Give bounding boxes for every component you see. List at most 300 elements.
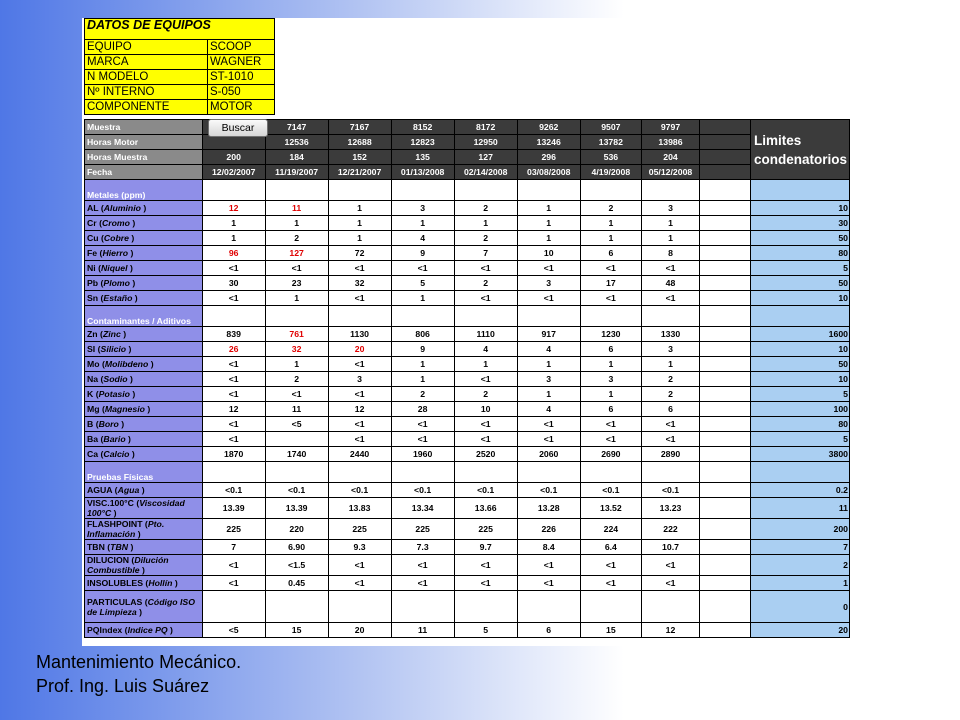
analysis-desc: Molibdeno [104,359,149,369]
analysis-row [85,540,850,555]
value-cell: 1 [391,372,454,387]
analysis-desc: Indice PQ [127,625,168,635]
value-cell: <1 [391,576,454,591]
value-cell: <1 [517,417,580,432]
value-cell: 6 [580,246,641,261]
footer [36,650,241,698]
value-cell: <1 [202,417,265,432]
analysis-row [85,261,850,276]
value-cell: 1 [454,357,517,372]
limit-cell: 10 [750,201,849,216]
value-cell: 13.52 [580,498,641,519]
equipment-value[interactable]: MOTOR [208,100,275,115]
equipment-value[interactable]: ST-1010 [208,70,275,85]
empty-cell [391,306,454,327]
analysis-desc: Plomo [103,278,130,288]
value-cell: 4 [454,342,517,357]
analysis-row [85,555,850,576]
footer-course: Mantenimiento Mecánico. [36,652,242,672]
analysis-name: Mg [87,404,100,414]
analysis-name: DILUCION [87,555,129,565]
value-cell: 1 [641,357,699,372]
empty-cell [202,462,265,483]
value-cell: 1130 [328,327,391,342]
header-cell: 184 [265,150,328,165]
value-cell: 1 [265,357,328,372]
analysis-label: INSOLUBLES (Hollín ) [85,576,203,591]
value-cell: 225 [202,519,265,540]
empty-cell [580,180,641,201]
analysis-name: FLASHPOINT [87,519,143,529]
value-cell: 1 [328,201,391,216]
value-cell: 6.90 [265,540,328,555]
value-cell: 13.39 [202,498,265,519]
value-cell: 1 [517,216,580,231]
analysis-name: B [87,419,94,429]
value-cell: 10 [454,402,517,417]
spacer-cell [700,483,751,498]
empty-cell [454,306,517,327]
value-cell: <1 [202,576,265,591]
limit-cell: 1600 [750,327,849,342]
value-cell [391,591,454,623]
value-cell: 3 [517,372,580,387]
empty-cell [517,462,580,483]
value-cell: 6 [641,402,699,417]
value-cell: <1 [328,555,391,576]
equipment-row [85,70,275,85]
value-cell: <1 [328,576,391,591]
limit-cell: 11 [750,498,849,519]
analysis-label: Ba (Bario ) [85,432,203,447]
analysis-desc: Silicio [100,344,127,354]
value-cell: 1 [454,216,517,231]
analysis-label: PARTICULAS (Código ISO de Limpieza ) [85,591,203,623]
value-cell: <1 [641,555,699,576]
value-cell: 225 [391,519,454,540]
empty-cell [454,180,517,201]
header-cell: 7147 [265,120,328,135]
value-cell: 225 [454,519,517,540]
value-cell: 11 [265,402,328,417]
limit-cell: 50 [750,231,849,246]
header-cell: 13246 [517,135,580,150]
value-cell: 13.39 [265,498,328,519]
limit-cell [750,180,849,201]
analysis-row [85,276,850,291]
value-cell: 1 [580,231,641,246]
value-cell: 13.28 [517,498,580,519]
value-cell: 1110 [454,327,517,342]
spacer-cell [700,519,751,540]
value-cell: 222 [641,519,699,540]
value-cell: 2520 [454,447,517,462]
value-cell: 761 [265,327,328,342]
spreadsheet-area [82,18,850,646]
value-cell: 1 [328,216,391,231]
value-cell: 2890 [641,447,699,462]
header-cell: 152 [328,150,391,165]
section-row [85,462,850,483]
header-cell: 12/21/2007 [328,165,391,180]
value-cell: 9 [391,342,454,357]
header-label: Horas Muestra [85,150,203,165]
analysis-row [85,231,850,246]
limit-cell: 80 [750,417,849,432]
analysis-row [85,216,850,231]
spacer-cell [700,150,751,165]
analysis-name: Mo [87,359,100,369]
equipment-data-table [84,18,275,115]
value-cell: <5 [265,417,328,432]
value-cell: 3 [641,342,699,357]
section-title: Contaminantes / Aditivos [85,306,203,327]
section-title: Metales (ppm) [85,180,203,201]
analysis-desc: Estaño [103,293,133,303]
value-cell: <1 [202,387,265,402]
value-cell: 5 [391,276,454,291]
value-cell: 6 [517,623,580,638]
limit-cell: 30 [750,216,849,231]
value-cell: 4 [517,342,580,357]
equipment-value[interactable]: SCOOP [208,40,275,55]
analysis-row [85,246,850,261]
header-cell: 536 [580,150,641,165]
value-cell [202,591,265,623]
spacer-cell [700,555,751,576]
value-cell: <0.1 [202,483,265,498]
value-cell: 1 [391,216,454,231]
analysis-row [85,327,850,342]
analysis-desc: Cromo [101,218,130,228]
value-cell: <0.1 [391,483,454,498]
value-cell: 2 [391,387,454,402]
value-cell: <1 [202,555,265,576]
value-cell: <1 [641,291,699,306]
value-cell: 11 [265,201,328,216]
value-cell: <1 [454,555,517,576]
empty-cell [328,306,391,327]
spacer-cell [700,432,751,447]
value-cell: <1 [641,432,699,447]
analysis-desc: Viscosidad 100°C [87,498,185,518]
equipment-row [85,55,275,70]
value-cell: 2 [265,372,328,387]
value-cell: 1 [641,231,699,246]
value-cell: 12 [641,623,699,638]
oil-analysis-table [84,119,850,638]
value-cell: 9.7 [454,540,517,555]
empty-cell [517,180,580,201]
buscar-button[interactable]: Buscar [208,119,268,137]
value-cell: <1 [580,261,641,276]
empty-cell [202,306,265,327]
value-cell: 917 [517,327,580,342]
value-cell: 17 [580,276,641,291]
value-cell: 8 [641,246,699,261]
limit-cell: 10 [750,372,849,387]
analysis-desc: Bario [103,434,126,444]
value-cell: 0.45 [265,576,328,591]
analysis-row [85,483,850,498]
value-cell: <1 [265,261,328,276]
spacer-cell [700,276,751,291]
spacer-cell [700,402,751,417]
value-cell: <1 [517,291,580,306]
value-cell: <1 [391,555,454,576]
value-cell: 13.83 [328,498,391,519]
limit-cell: 100 [750,402,849,417]
limit-cell: 10 [750,342,849,357]
limit-cell: 0 [750,591,849,623]
analysis-label: TBN (TBN ) [85,540,203,555]
spacer-cell [700,387,751,402]
equipment-label: Nº INTERNO [85,85,208,100]
limit-cell: 10 [750,291,849,306]
analysis-row [85,498,850,519]
empty-cell [580,462,641,483]
value-cell: <1 [641,417,699,432]
analysis-row [85,201,850,216]
spacer-cell [700,623,751,638]
value-cell: 2 [454,201,517,216]
value-cell: 28 [391,402,454,417]
analysis-desc: Boro [98,419,119,429]
value-cell: 4 [517,402,580,417]
value-cell [265,432,328,447]
value-cell: 1 [265,216,328,231]
analysis-name: Cu [87,233,99,243]
limit-cell: 0.2 [750,483,849,498]
value-cell: <1 [517,432,580,447]
analysis-label: VISC.100°C (Viscosidad 100°C ) [85,498,203,519]
analysis-row [85,417,850,432]
footer-author: Prof. Ing. Luis Suárez [36,676,210,696]
value-cell: 26 [202,342,265,357]
value-cell: 5 [454,623,517,638]
analysis-label: SI (Silicio ) [85,342,203,357]
equipment-label: EQUIPO [85,40,208,55]
analysis-desc: Potasio [98,389,130,399]
limit-cell: 5 [750,387,849,402]
analysis-label: B (Boro ) [85,417,203,432]
limits-header: Limites condenatorios [750,120,849,180]
header-cell: 13782 [580,135,641,150]
empty-cell [265,462,328,483]
value-cell: <1 [328,261,391,276]
analysis-row [85,591,850,623]
header-cell: 03/08/2008 [517,165,580,180]
limit-cell: 20 [750,623,849,638]
spacer-cell [700,591,751,623]
value-cell: <1 [202,357,265,372]
spacer-cell [700,576,751,591]
value-cell: <1 [391,432,454,447]
section-row [85,306,850,327]
value-cell: <1 [454,417,517,432]
value-cell: 225 [328,519,391,540]
limit-cell: 50 [750,276,849,291]
value-cell: <1 [641,576,699,591]
value-cell: 32 [265,342,328,357]
value-cell: 1330 [641,327,699,342]
value-cell: 224 [580,519,641,540]
value-cell: 10 [517,246,580,261]
header-row [85,165,850,180]
header-row [85,120,850,135]
value-cell: <1 [454,261,517,276]
analysis-label: Ca (Calcio ) [85,447,203,462]
header-cell: 02/14/2008 [454,165,517,180]
empty-cell [202,180,265,201]
value-cell: <1 [391,417,454,432]
value-cell: <0.1 [580,483,641,498]
value-cell: 20 [328,342,391,357]
value-cell: 1870 [202,447,265,462]
empty-cell [265,180,328,201]
header-cell: 9797 [641,120,699,135]
analysis-label: AGUA (Agua ) [85,483,203,498]
value-cell: 2 [580,201,641,216]
value-cell: 30 [202,276,265,291]
analysis-name: AGUA [87,485,113,495]
value-cell: 1 [580,216,641,231]
header-label: Muestra [85,120,203,135]
value-cell: 9.3 [328,540,391,555]
value-cell: <1 [641,261,699,276]
value-cell: <1 [580,576,641,591]
header-cell: 127 [454,150,517,165]
analysis-label: Pb (Plomo ) [85,276,203,291]
analysis-label: FLASHPOINT (Pto. Inflamación ) [85,519,203,540]
spacer-cell [700,216,751,231]
value-cell: 1 [265,291,328,306]
equipment-value[interactable]: S-050 [208,85,275,100]
value-cell: <0.1 [454,483,517,498]
value-cell: 2 [641,372,699,387]
header-cell: 12536 [265,135,328,150]
value-cell: 3 [641,201,699,216]
spacer-cell [700,261,751,276]
analysis-row [85,387,850,402]
header-cell: 13986 [641,135,699,150]
limit-cell: 3800 [750,447,849,462]
value-cell: <1 [454,432,517,447]
empty-cell [328,180,391,201]
analysis-label: Cu (Cobre ) [85,231,203,246]
value-cell: 20 [328,623,391,638]
value-cell: <0.1 [265,483,328,498]
analysis-name: Zn [87,329,98,339]
analysis-name: Pb [87,278,99,288]
spacer-cell [700,201,751,216]
value-cell: 806 [391,327,454,342]
header-cell: 4/19/2008 [580,165,641,180]
value-cell: <1 [580,432,641,447]
header-cell: 12950 [454,135,517,150]
spacer-cell [700,447,751,462]
equipment-value[interactable]: WAGNER [208,55,275,70]
analysis-row [85,447,850,462]
header-cell: 8152 [391,120,454,135]
analysis-desc: Agua [117,485,140,495]
analysis-name: TBN [87,542,105,552]
value-cell: 9 [391,246,454,261]
value-cell: 10.7 [641,540,699,555]
value-cell [454,591,517,623]
spacer-cell [700,291,751,306]
value-cell: <1 [328,357,391,372]
analysis-name: Na [87,374,99,384]
value-cell: 1 [517,201,580,216]
value-cell [580,591,641,623]
value-cell: <1 [517,555,580,576]
spacer-cell [700,165,751,180]
limit-cell: 5 [750,432,849,447]
analysis-desc: TBN [110,542,129,552]
value-cell: <1 [202,432,265,447]
empty-cell [641,180,699,201]
analysis-desc: Código ISO de Limpieza [87,596,195,617]
empty-cell [454,462,517,483]
analysis-label: Sn (Estaño ) [85,291,203,306]
value-cell: <1 [580,417,641,432]
value-cell: 2060 [517,447,580,462]
value-cell: 11 [391,623,454,638]
header-row [85,135,850,150]
value-cell: 220 [265,519,328,540]
value-cell: 12 [328,402,391,417]
analysis-label: Fe (Hierro ) [85,246,203,261]
spacer-cell [700,342,751,357]
header-cell: 9507 [580,120,641,135]
analysis-desc: Pto. Inflamación [87,519,165,539]
value-cell: 7.3 [391,540,454,555]
analysis-row [85,623,850,638]
empty-cell [641,462,699,483]
analysis-name: Ba [87,434,99,444]
analysis-row [85,372,850,387]
value-cell: <1 [517,576,580,591]
value-cell: <0.1 [328,483,391,498]
empty-cell [328,462,391,483]
limit-cell: 1 [750,576,849,591]
analysis-desc: Aluminio [103,203,141,213]
empty-cell [580,306,641,327]
value-cell: 6.4 [580,540,641,555]
value-cell: <1 [328,387,391,402]
value-cell: <1 [454,291,517,306]
value-cell: 6 [580,402,641,417]
spacer-cell [700,246,751,261]
equipment-label: MARCA [85,55,208,70]
value-cell: 2440 [328,447,391,462]
value-cell: 3 [580,372,641,387]
value-cell: <1 [328,291,391,306]
spacer-cell [700,327,751,342]
value-cell: 1960 [391,447,454,462]
analysis-label: Zn (Zinc ) [85,327,203,342]
value-cell: 7 [454,246,517,261]
analysis-label: PQIndex (Indice PQ ) [85,623,203,638]
value-cell: 1 [517,387,580,402]
header-cell: 8172 [454,120,517,135]
value-cell: 839 [202,327,265,342]
header-cell: 12823 [391,135,454,150]
header-cell: 05/12/2008 [641,165,699,180]
equipment-label: N MODELO [85,70,208,85]
value-cell: <1 [517,261,580,276]
